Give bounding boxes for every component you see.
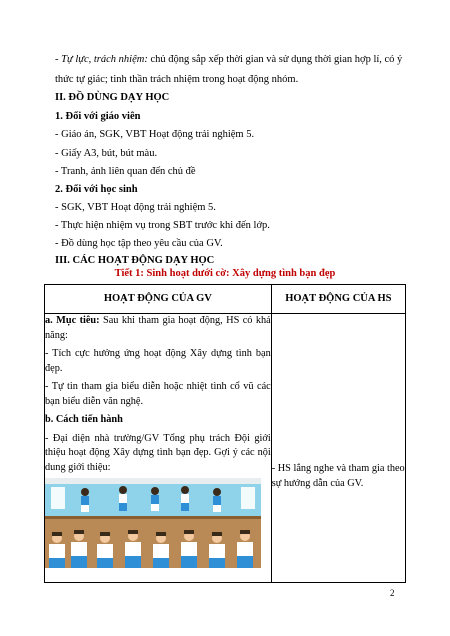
header-student: HOẠT ĐỘNG CỦA HS	[271, 285, 405, 314]
objective-label: a. Mục tiêu:	[45, 315, 100, 326]
section-heading-materials: II. ĐỒ DÙNG DẠY HỌC	[55, 92, 170, 103]
objective-text: Sau khi tham gia hoạt động, HS có khả năng:	[45, 315, 271, 341]
table-header-row	[45, 285, 406, 314]
section-heading-activities: III. CÁC HOẠT ĐỘNG DẠY HỌC	[55, 255, 215, 266]
stage-performance-image	[45, 478, 261, 568]
objective-paragraph	[45, 314, 271, 343]
objective-item: - Tích cực hưởng ứng hoạt động Xây dựng tình bạn đẹp.	[45, 348, 271, 374]
header-teacher: HOẠT ĐỘNG CỦA GV	[45, 285, 272, 314]
teacher-item: - Giáo án, SGK, VBT Hoạt động trải nghiệm 5.	[55, 129, 255, 140]
method-text: - Đại diện nhà trường/GV Tổng phụ trách Đội giới thiệu hoạt động Xây dựng tình bạn đẹp. Gợi ý các nội dung giới thiệu:	[45, 432, 271, 473]
student-activity-cell	[271, 314, 405, 583]
student-item: - Thực hiện nhiệm vụ trong SBT trước khi đến lớp.	[55, 220, 270, 231]
objective-item: - Tự tin tham gia biểu diễn hoặc nhiệt tình cổ vũ các bạn biểu diễn văn nghệ.	[45, 381, 271, 407]
teacher-item: - Tranh, ảnh liên quan đến chủ đề	[55, 166, 196, 177]
intro-text: chủ động sắp xếp thời gian và sử dụng thời gian hợp lí, có ý	[147, 54, 403, 65]
intro-line-2: thức tự giác; tinh thần trách nhiệm trong hoạt động nhóm.	[55, 74, 299, 85]
student-activity-text: - HS lắng nghe và tham gia theo sự hướng dẫn của GV.	[271, 463, 405, 489]
teacher-heading: 1. Đối với giáo viên	[55, 111, 141, 122]
performance-illustration	[45, 478, 261, 568]
student-item: - Đồ dùng học tập theo yêu cầu của GV.	[55, 238, 223, 249]
page-number: 2	[390, 588, 395, 598]
teacher-item: - Giấy A3, bút, bút màu.	[55, 148, 158, 159]
student-heading: 2. Đối với học sinh	[55, 184, 138, 195]
method-label: b. Cách tiến hành	[45, 414, 123, 425]
student-item: - SGK, VBT Hoạt động trải nghiệm 5.	[55, 202, 216, 213]
activity-table	[44, 284, 406, 583]
intro-label: - Tự lực, trách nhiệm:	[55, 54, 148, 65]
intro-line-1	[55, 53, 402, 67]
teacher-activity-cell	[45, 314, 272, 583]
table-row	[45, 314, 406, 583]
lesson-title: Tiết 1: Sinh hoạt dưới cờ: Xây dựng tình bạn đẹp	[114, 268, 336, 279]
